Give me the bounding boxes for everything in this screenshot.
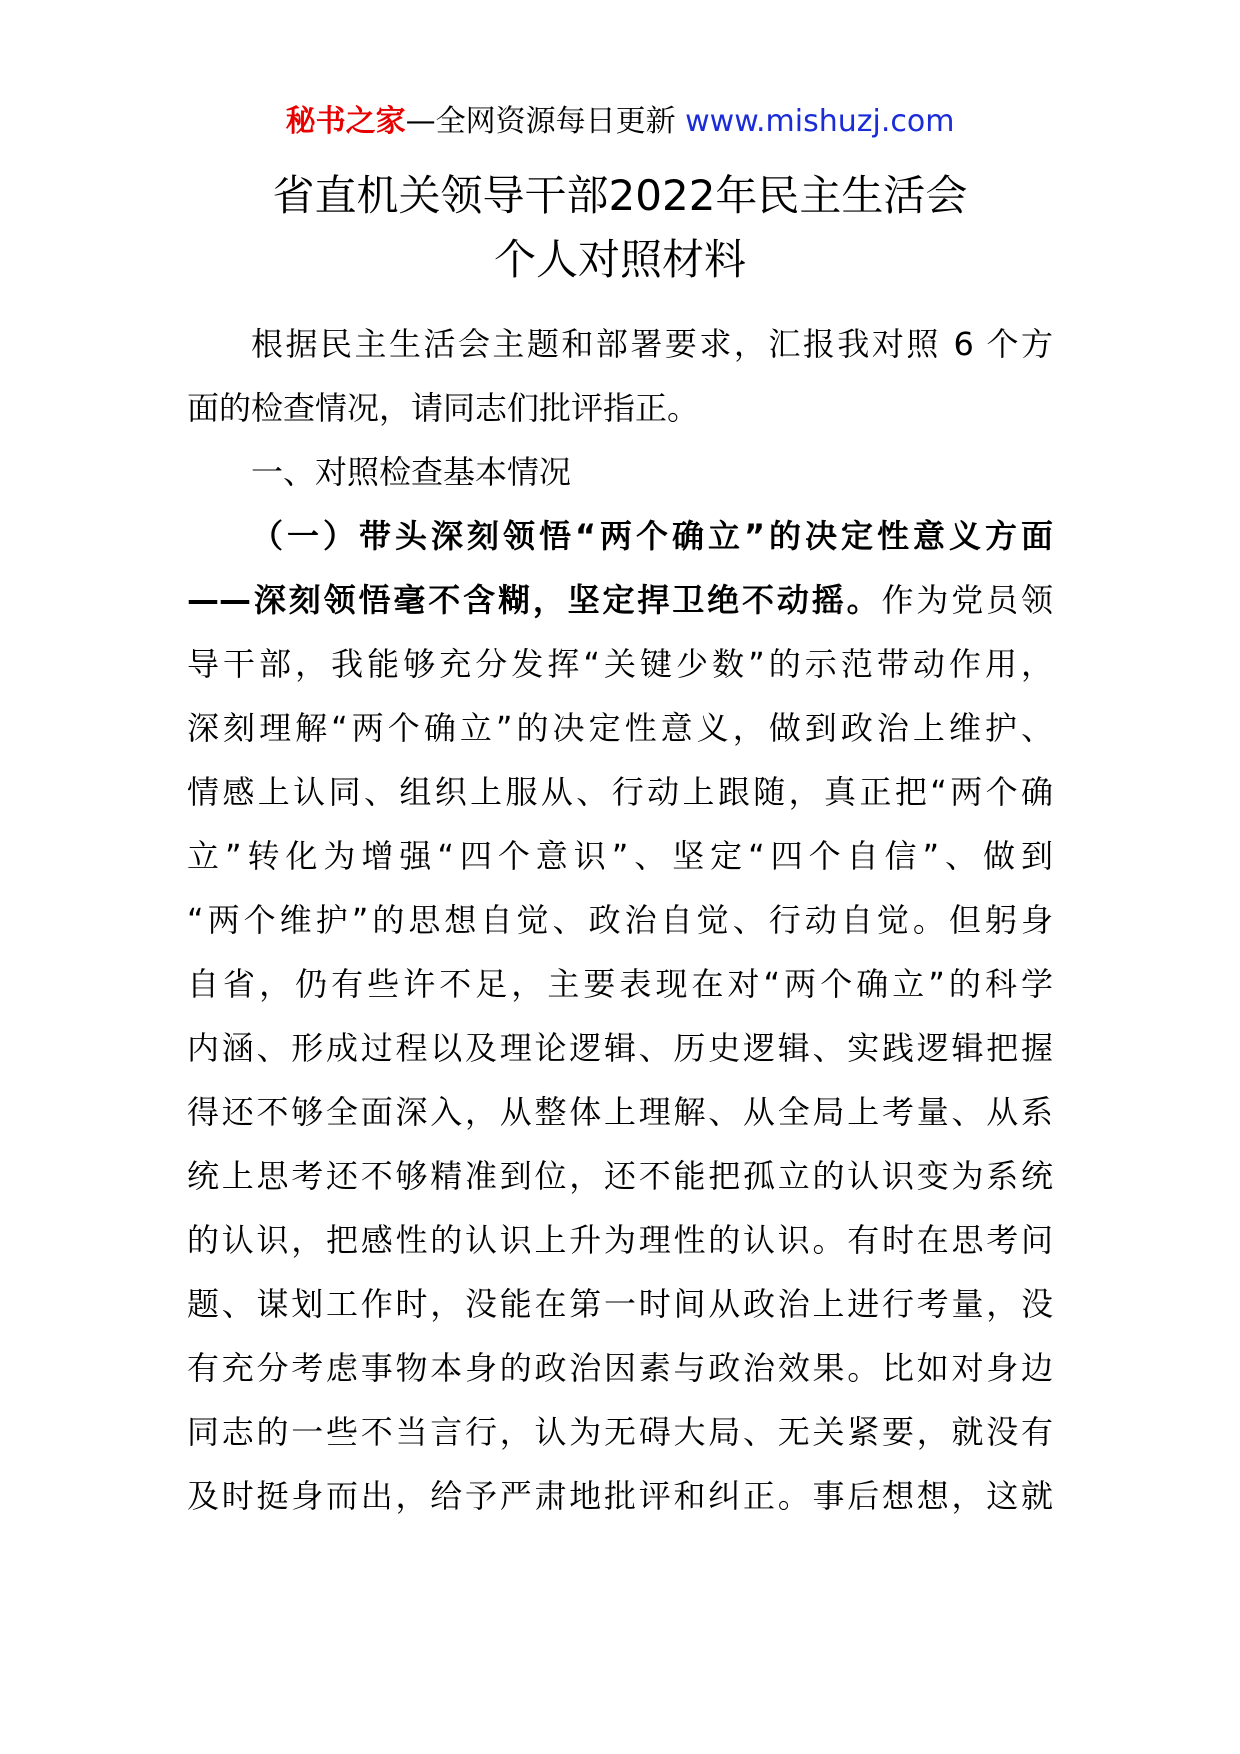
body-line: 得还不够全面深入，从整体上理解、从全局上考量、从系: [187, 1093, 1053, 1131]
intro-line-1: 根据民主生活会主题和部署要求，汇报我对照 6 个方: [251, 325, 1053, 363]
intro-line-2: 面的检查情况，请同志们批评指正。: [187, 389, 700, 427]
body-line: 题、谋划工作时，没能在第一时间从政治上进行考量，没: [187, 1285, 1053, 1323]
body-line: 情感上认同、组织上服从、行动上跟随，真正把“两个确: [187, 773, 1053, 811]
body-line: 深刻理解“两个确立”的决定性意义，做到政治上维护、: [187, 709, 1053, 747]
body-line: 有充分考虑事物本身的政治因素与政治效果。比如对身边: [187, 1349, 1053, 1387]
subsection-line-2-rest: 作为党员领: [881, 581, 1053, 619]
body-line: 内涵、形成过程以及理论逻辑、历史逻辑、实践逻辑把握: [187, 1029, 1053, 1067]
document-title-line-1: 省直机关领导干部2022年民主生活会: [272, 171, 968, 220]
body-line: 及时挺身而出，给予严肃地批评和纠正。事后想想，这就: [187, 1477, 1053, 1515]
header-slogan: —全网资源每日更新: [405, 104, 676, 139]
body-line: 导干部，我能够充分发挥“关键少数”的示范带动作用，: [187, 645, 1053, 683]
header-url-link[interactable]: www.mishuzj.com: [685, 104, 955, 139]
subsection-line-2: [187, 568, 1053, 632]
document-title-line-2: 个人对照材料: [493, 235, 746, 284]
subsection-heading-line-2: ——深刻领悟毫不含糊，坚定捍卫绝不动摇。: [187, 581, 882, 619]
body-line: 自省，仍有些许不足，主要表现在对“两个确立”的科学: [187, 965, 1053, 1003]
document-body: [187, 312, 1053, 1528]
body-line: 的认识，把感性的认识上升为理性的认识。有时在思考问: [187, 1221, 1053, 1259]
body-line: 立”转化为增强“四个意识”、坚定“四个自信”、做到: [187, 837, 1053, 875]
body-line: 同志的一些不当言行，认为无碍大局、无关紧要，就没有: [187, 1413, 1053, 1451]
watermark-header: [0, 102, 1240, 142]
brand-name: 秘书之家: [285, 104, 406, 139]
subsection-heading-line-1: （一）带头深刻领悟“两个确立”的决定性意义方面: [251, 517, 1053, 555]
section-heading: 一、对照检查基本情况: [251, 453, 572, 491]
body-line: 统上思考还不够精准到位，还不能把孤立的认识变为系统: [187, 1157, 1053, 1195]
body-line: “两个维护”的思想自觉、政治自觉、行动自觉。但躬身: [187, 901, 1053, 939]
